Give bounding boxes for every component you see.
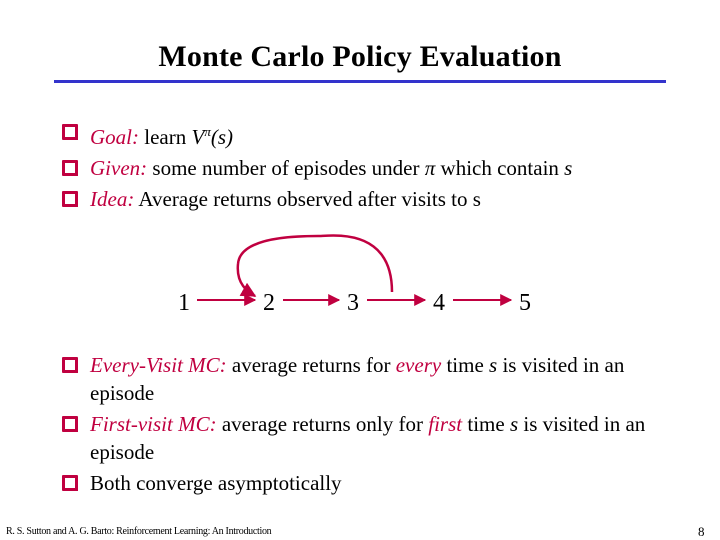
page-number: 8	[698, 524, 705, 539]
title-underline	[54, 80, 666, 83]
bullet-given	[62, 154, 572, 182]
bullet-text: time	[441, 353, 490, 377]
slide-title: Monte Carlo Policy Evaluation	[158, 40, 562, 73]
episode-state-diagram	[0, 228, 720, 338]
bullet-every-visit	[62, 351, 662, 407]
bullet-label: Idea:	[90, 187, 135, 211]
square-bullet-icon	[62, 357, 78, 373]
state-node-2: 2	[263, 290, 275, 316]
footer-citation: R. S. Sutton and A. G. Barto: Reinforcement Learning: An Introduction	[6, 526, 272, 537]
square-bullet-icon	[62, 124, 78, 140]
bullet-text: time	[462, 412, 510, 436]
square-bullet-icon	[62, 416, 78, 432]
state-node-4: 4	[433, 290, 445, 316]
bullet-text: is visited in an episode	[90, 412, 646, 464]
bullet-text: Average returns observed after visits to s	[134, 187, 481, 211]
state-symbol: s	[489, 353, 498, 377]
state-node-5: 5	[519, 290, 531, 316]
bullet-text: is visited in an episode	[90, 353, 625, 405]
bullet-text: Both converge asymptotically	[90, 471, 342, 495]
state-symbol: s	[564, 156, 573, 180]
emphasis-every: every	[395, 353, 442, 377]
state-symbol: s	[509, 412, 519, 436]
bullet-text: average returns for	[226, 353, 396, 377]
square-bullet-icon	[62, 475, 78, 491]
loop-arrow-4-to-2	[238, 235, 392, 296]
square-bullet-icon	[62, 191, 78, 207]
bullet-idea	[62, 185, 572, 213]
bullet-label: Every-Visit MC:	[90, 353, 227, 377]
bullet-text: which contain	[435, 156, 565, 180]
bullet-goal	[62, 118, 572, 151]
bottom-bullet-list	[62, 351, 662, 500]
bullet-text: some number of episodes under	[147, 156, 425, 180]
state-node-3: 3	[347, 290, 359, 316]
bullet-label: Goal:	[90, 125, 139, 149]
bullet-label: First-visit MC:	[90, 412, 217, 436]
value-function-math: $V^\pi(s)$	[191, 124, 233, 149]
bullet-text: learn	[139, 125, 192, 149]
bullet-first-visit	[62, 410, 662, 466]
emphasis-first: first	[428, 412, 463, 436]
bullet-text: average returns only for	[216, 412, 429, 436]
top-bullet-list	[62, 118, 572, 216]
square-bullet-icon	[62, 160, 78, 176]
bullet-label: Given:	[90, 156, 148, 180]
policy-symbol: π	[424, 156, 436, 180]
bullet-converge	[62, 469, 662, 497]
state-node-1: 1	[178, 290, 190, 316]
